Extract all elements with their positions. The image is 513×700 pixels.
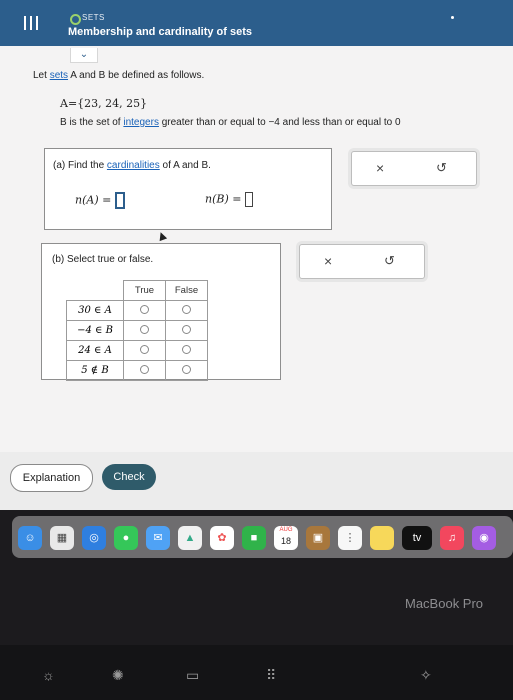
launchpad-icon[interactable]: ▦ <box>50 526 74 550</box>
true-radio[interactable] <box>140 305 149 314</box>
mouse-cursor <box>157 231 167 241</box>
contacts-icon[interactable]: ▣ <box>306 526 330 550</box>
clear-icon[interactable]: × <box>376 160 385 176</box>
true-false-table <box>66 280 208 381</box>
music-icon[interactable]: ♫ <box>440 526 464 550</box>
clear-icon[interactable]: × <box>324 253 333 269</box>
reminders-icon[interactable]: ⋮ <box>338 526 362 550</box>
calendar-icon[interactable]: AUG 18 <box>274 526 298 550</box>
chevron-down-icon[interactable]: ⌄ <box>70 48 98 63</box>
finder-icon[interactable]: ☺ <box>18 526 42 550</box>
false-header: False <box>166 281 208 301</box>
false-radio[interactable] <box>182 345 191 354</box>
facetime-icon[interactable]: ■ <box>242 526 266 550</box>
topic-title: Membership and cardinality of sets <box>68 26 252 38</box>
explanation-button[interactable]: Explanation <box>10 464 93 492</box>
safari-icon[interactable]: ◎ <box>82 526 106 550</box>
undo-icon[interactable]: ↺ <box>384 253 395 268</box>
table-row <box>67 321 208 341</box>
n-b-answer-input[interactable] <box>245 192 253 207</box>
photos-icon[interactable]: ✿ <box>210 526 234 550</box>
part-b-actions <box>299 244 425 279</box>
check-button[interactable]: Check <box>102 464 156 490</box>
launchpad-key-icon[interactable]: ⠿ <box>266 667 277 683</box>
n-a-answer-input[interactable] <box>115 192 125 209</box>
cardinalities-link[interactable]: cardinalities <box>106 160 160 171</box>
true-radio[interactable] <box>140 325 149 334</box>
statement: 5 ∉ B <box>67 361 124 381</box>
false-radio[interactable] <box>182 325 191 334</box>
footer-bar <box>0 452 513 510</box>
messages-icon[interactable]: ● <box>114 526 138 550</box>
notes-icon[interactable] <box>370 526 394 550</box>
set-b-definition: B is the set of integers greater than or equal to −4 and less than or equal to 0 <box>60 117 401 128</box>
table-row <box>67 301 208 321</box>
set-a-definition: A={23, 24, 25} <box>60 97 148 110</box>
apple-tv-icon[interactable]: tv <box>402 526 432 550</box>
mission-control-icon[interactable]: ▭ <box>186 667 200 683</box>
keyboard-light-icon[interactable]: ✧ <box>420 667 432 683</box>
true-radio[interactable] <box>140 345 149 354</box>
mail-icon[interactable]: ✉ <box>146 526 170 550</box>
keyboard-function-row <box>0 645 513 700</box>
integers-link[interactable]: integers <box>123 117 159 128</box>
undo-icon[interactable]: ↺ <box>436 160 447 175</box>
maps-icon[interactable]: ▲ <box>178 526 202 550</box>
problem-intro: Let sets A and B be defined as follows. <box>33 70 205 81</box>
n-a-expression: n(A) = <box>75 192 125 209</box>
statement: −4 ∈ B <box>67 321 124 341</box>
statement: 30 ∈ A <box>67 301 124 321</box>
table-row <box>67 361 208 381</box>
brightness-down-icon[interactable]: ☼ <box>42 667 55 683</box>
top-bar <box>0 0 513 46</box>
statement: 24 ∈ A <box>67 341 124 361</box>
category-label: SETS <box>82 13 105 22</box>
sets-link[interactable]: sets <box>49 70 69 81</box>
part-a-prompt: (a) Find the cardinalities of A and B. <box>53 160 211 171</box>
part-b-prompt: (b) Select true or false. <box>52 254 154 265</box>
progress-ring-icon <box>70 14 81 25</box>
podcasts-icon[interactable]: ◉ <box>472 526 496 550</box>
status-dot <box>451 16 454 19</box>
true-header: True <box>124 281 166 301</box>
dock <box>12 516 513 558</box>
table-row <box>67 341 208 361</box>
part-b-panel <box>41 243 281 380</box>
false-radio[interactable] <box>182 365 191 374</box>
device-model-label: MacBook Pro <box>405 596 484 611</box>
true-radio[interactable] <box>140 365 149 374</box>
part-a-panel <box>44 148 332 230</box>
menu-icon[interactable] <box>22 13 42 33</box>
brightness-up-icon[interactable]: ✺ <box>112 667 124 683</box>
n-b-expression: n(B) = <box>205 192 253 207</box>
false-radio[interactable] <box>182 305 191 314</box>
part-a-actions <box>351 151 477 186</box>
